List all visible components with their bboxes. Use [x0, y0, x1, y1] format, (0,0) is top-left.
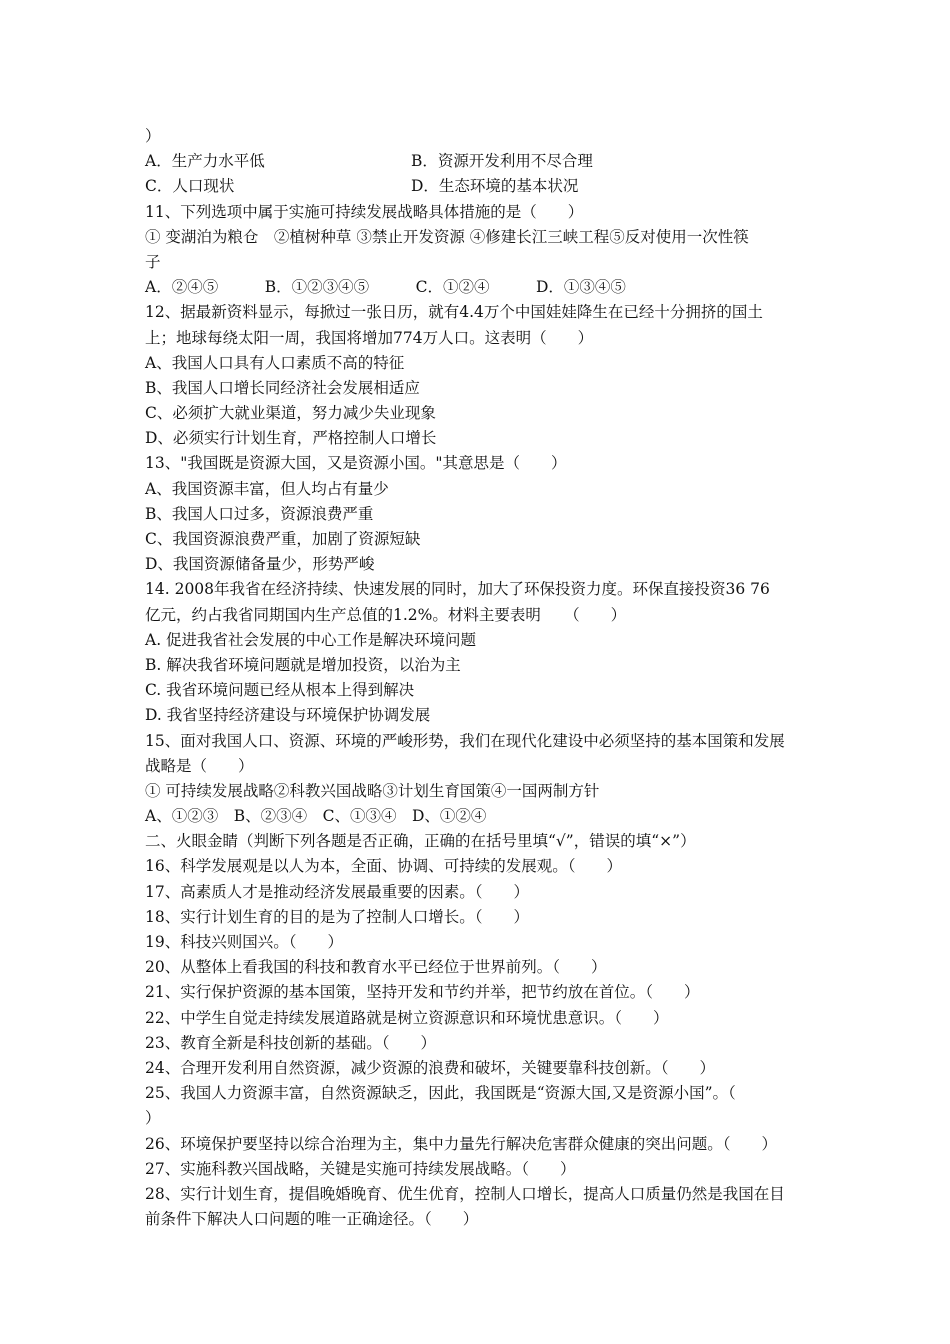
- q10-option-b: B．资源开发利用不尽合理: [411, 152, 593, 171]
- judgment-q21: 21、实行保护资源的基本国策，坚持开发和节约并举，把节约放在首位。（ ）: [145, 983, 700, 1002]
- exam-content: [145, 124, 810, 1232]
- q11-options: A．②④⑤ B．①②③④⑤ C．①②④ D．①③④⑤: [145, 278, 626, 297]
- judgment-q17: 17、高素质人才是推动经济发展最重要的因素。（ ）: [145, 882, 529, 901]
- q12-option-c: C、必须扩大就业渠道，努力减少失业现象: [145, 404, 436, 423]
- q11-items: ① 变湖泊为粮仓 ②植树种草 ③禁止开发资源 ④修建长江三峡工程⑤反对使用一次性筷: [145, 227, 749, 246]
- judgment-q18: 18、实行计划生育的目的是为了控制人口增长。（ ）: [145, 907, 529, 926]
- q13-stem: 13、"我国既是资源大国，又是资源小国。"其意思是（ ）: [145, 454, 567, 473]
- judgment-q16: 16、科学发展观是以人为本，全面、协调、可持续的发展观。（ ）: [145, 857, 622, 876]
- q14-option-d: D. 我省坚持经济建设与环境保护协调发展: [145, 706, 431, 725]
- judgment-q19: 19、科技兴则国兴。（ ）: [145, 933, 343, 951]
- q12-option-a: A、我国人口具有人口素质不高的特征: [145, 353, 405, 372]
- judgment-q22: 22、中学生自觉走持续发展道路就是树立资源意识和环境忧患意识。（ ）: [145, 1008, 669, 1027]
- q10-tail: ）: [145, 127, 161, 145]
- judgment-q28: 28、实行计划生育，提倡晚婚晚育、优生优育，控制人口增长，提高人口质量仍然是我国在目: [145, 1184, 785, 1203]
- q12-stem-cont: 上；地球每绕太阳一周，我国将增加774万人口。这表明（ ）: [145, 328, 594, 347]
- q13-option-a: A、我国资源丰富，但人均占有量少: [145, 479, 389, 498]
- judgment-q24: 24、合理开发利用自然资源，减少资源的浪费和破坏，关键要靠科技创新。（ ）: [145, 1058, 715, 1077]
- q14-option-a: A. 促进我省社会发展的中心工作是解决环境问题: [145, 630, 477, 649]
- q12-stem: 12、据最新资料显示，每掀过一张日历，就有4.4万个中国娃娃降生在已经十分拥挤的国土: [145, 303, 763, 322]
- q12-option-b: B、我国人口增长同经济社会发展相适应: [145, 378, 420, 397]
- judgment-q25-cont: ）: [145, 1109, 161, 1128]
- q15-options: A、①②③ B、②③④ C、①③④ D、①②④: [145, 807, 487, 826]
- q10-option-d: D．生态环境的基本状况: [411, 177, 579, 196]
- q10-option-a: A．生产力水平低: [145, 152, 265, 171]
- section2-heading: 二、火眼金睛（判断下列各题是否正确，正确的在括号里填“√”，错误的填“×”）: [145, 832, 696, 851]
- q15-stem-cont: 战略是（ ）: [145, 756, 254, 775]
- q14-option-b: B. 解决我省环境问题就是增加投资，以治为主: [145, 655, 461, 674]
- q13-option-c: C、我国资源浪费严重，加剧了资源短缺: [145, 530, 421, 548]
- q14-stem-cont: 亿元，约占我省同期国内生产总值的1.2%。材料主要表明 （ ）: [145, 605, 627, 624]
- judgment-q28-cont: 前条件下解决人口问题的唯一正确途径。（ ）: [145, 1210, 479, 1229]
- q14-option-c: C. 我省环境问题已经从根本上得到解决: [145, 681, 415, 700]
- judgment-q20: 20、从整体上看我国的科技和教育水平已经位于世界前列。（ ）: [145, 958, 607, 977]
- judgment-q27: 27、实施科教兴国战略，关键是实施可持续发展战略。（ ）: [145, 1159, 576, 1178]
- q15-items: ① 可持续发展战略②科教兴国战略③计划生育国策④一国两制方针: [145, 781, 600, 800]
- q10-options-row2: [145, 174, 810, 199]
- q13-option-b: B、我国人口过多，资源浪费严重: [145, 504, 374, 523]
- judgment-q25: 25、我国人力资源丰富，自然资源缺乏，因此，我国既是“资源大国,又是资源小国”。（: [145, 1084, 736, 1103]
- q11-items-cont: 子: [145, 252, 161, 271]
- q10-option-c: C．人口现状: [145, 177, 235, 196]
- q14-stem: 14. 2008年我省在经济持续、快速发展的同时，加大了环保投资力度。环保直接投资36 76: [145, 580, 770, 599]
- judgment-q23: 23、教育全新是科技创新的基础。（ ）: [145, 1033, 436, 1052]
- q11-stem: 11、下列选项中属于实施可持续发展战略具体措施的是（ ）: [145, 202, 584, 221]
- judgment-q26: 26、环境保护要坚持以综合治理为主，集中力量先行解决危害群众健康的突出问题。（ ）: [145, 1134, 777, 1153]
- q10-options-row1: [145, 149, 810, 174]
- q12-option-d: D、必须实行计划生育，严格控制人口增长: [145, 429, 437, 448]
- q13-option-d: D、我国资源储备量少，形势严峻: [145, 555, 375, 574]
- q15-stem: 15、面对我国人口、资源、环境的严峻形势，我们在现代化建设中必须坚持的基本国策和发展: [145, 731, 785, 750]
